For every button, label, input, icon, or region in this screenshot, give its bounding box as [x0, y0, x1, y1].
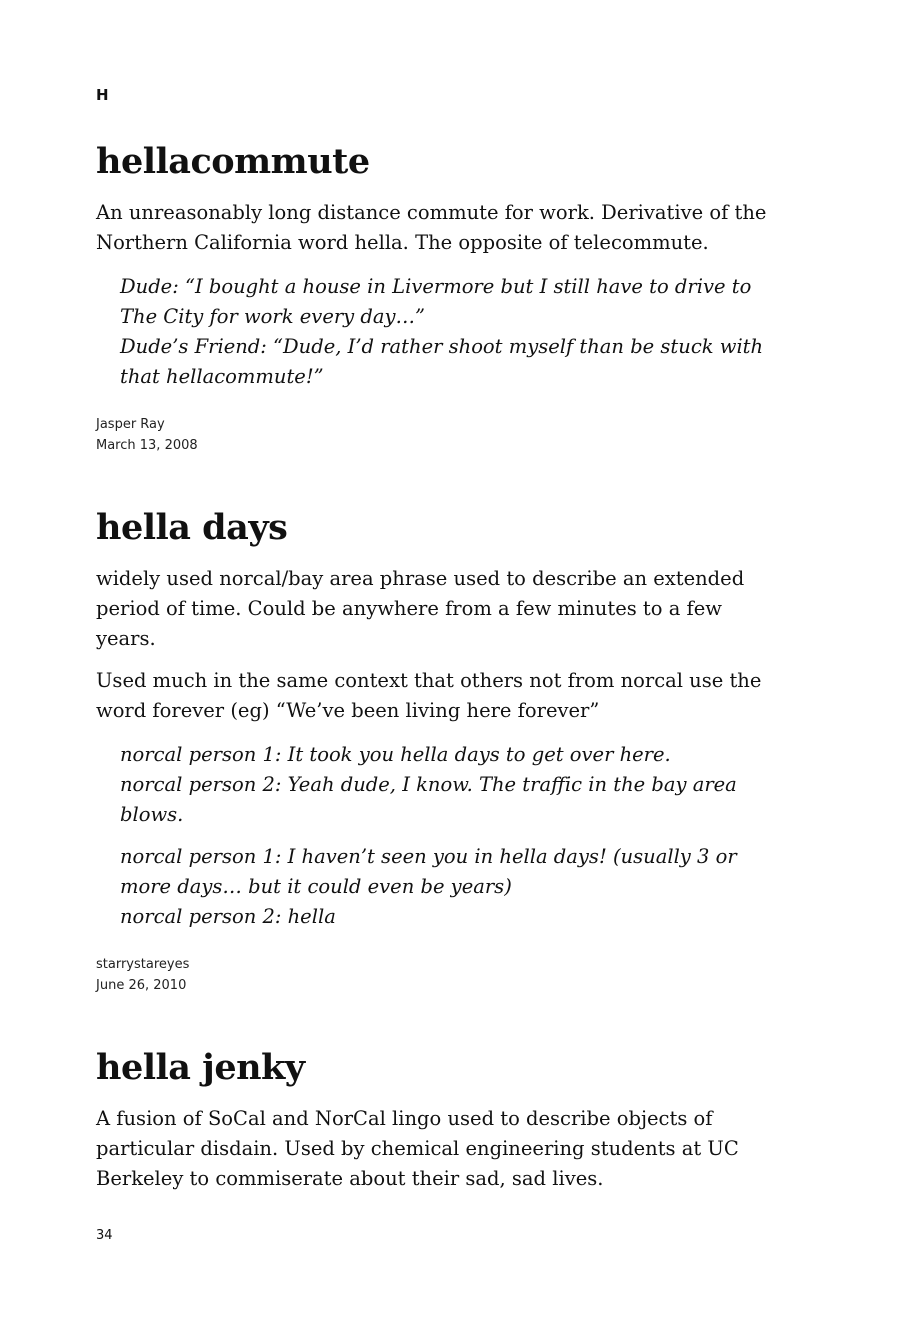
entry-example	[120, 740, 780, 830]
section-letter: H	[96, 86, 109, 104]
entry-example	[120, 272, 780, 392]
example-line: norcal person 2: Yeah dude, I know. The traffic in the bay area blows.	[120, 773, 737, 826]
entry-headword: hella days	[96, 507, 288, 548]
example-line: norcal person 1: It took you hella days to get over here.	[120, 743, 671, 766]
entry-author: Jasper Ray	[96, 417, 165, 432]
entry-headword: hellacommute	[96, 141, 370, 182]
entry-author: starrystareyes	[96, 957, 190, 972]
entry-definition: widely used norcal/bay area phrase used to describe an extended period of time. Could be anywhere from a few minutes to a few years.	[96, 567, 745, 650]
example-line: norcal person 2: hella	[120, 905, 336, 928]
entry-hella-jenky	[96, 1046, 786, 1194]
page-number: 34	[96, 1228, 113, 1243]
entry-date: March 13, 2008	[96, 438, 198, 453]
entry-definition: A fusion of SoCal and NorCal lingo used to describe objects of particular disdain. Used by chemical engineering students at UC Berkeley to commiserate about their sad, sad lives.	[96, 1107, 739, 1190]
entry-example	[120, 842, 780, 932]
entry-definition: Used much in the same context that others not from norcal use the word forever (eg) “We’ve been living here forever”	[96, 669, 762, 722]
entry-meta	[96, 414, 786, 456]
entry-hella-days	[96, 506, 786, 996]
entry-headword: hella jenky	[96, 1047, 305, 1088]
example-line: Dude: “I bought a house in Livermore but I still have to drive to The City for work every day…”	[120, 275, 752, 328]
entry-hellacommute	[96, 140, 786, 456]
entry-meta	[96, 954, 786, 996]
example-line: norcal person 1: I haven’t seen you in hella days! (usually 3 or more days… but it could even be years)	[120, 845, 737, 898]
entry-date: June 26, 2010	[96, 978, 187, 993]
example-line: Dude’s Friend: “Dude, I’d rather shoot myself than be stuck with that hellacommute!”	[120, 335, 764, 388]
entry-definition: An unreasonably long distance commute for work. Derivative of the Northern California word hella. The opposite of telecommute.	[96, 201, 767, 254]
